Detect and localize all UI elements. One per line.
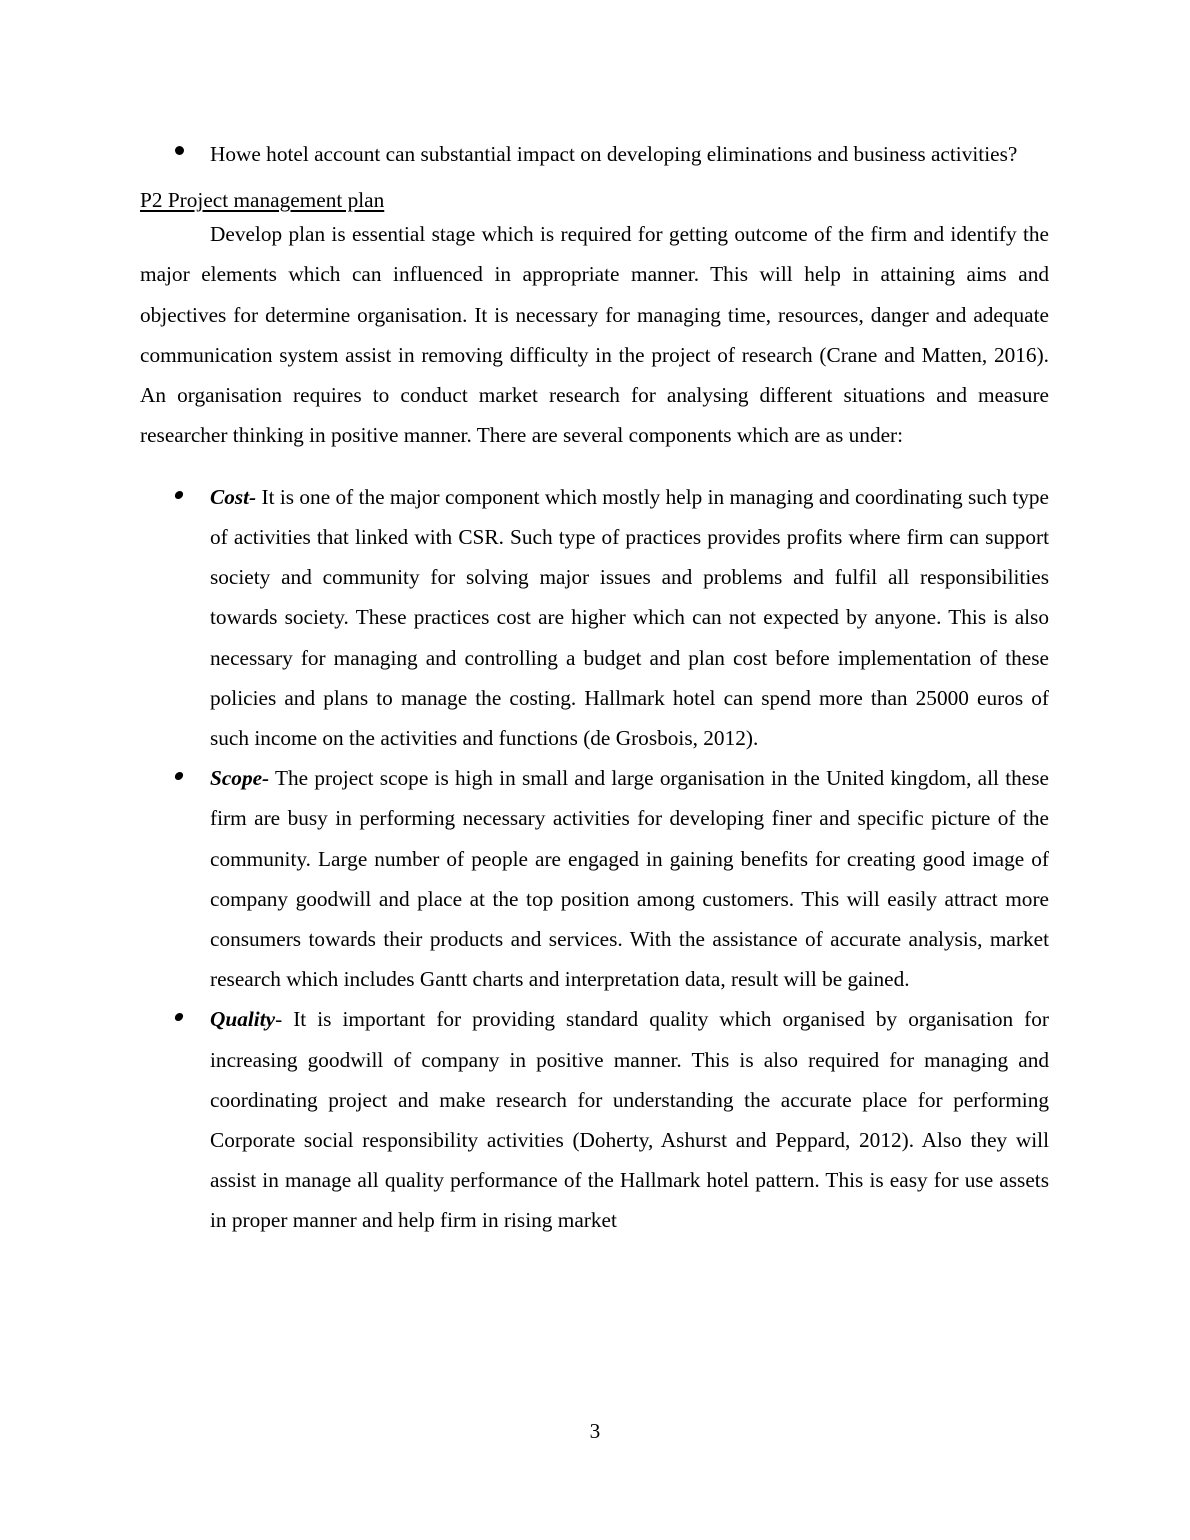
page-content xyxy=(140,134,1049,1241)
component-quality xyxy=(140,999,1049,1240)
bullet-icon xyxy=(174,772,184,780)
component-term: Scope- xyxy=(210,766,270,791)
component-text: - It is important for providing standard quality which organised by organisation for increasing goodwill of company in positive manner. This is also required for managing and coordinating project and make research for understanding the accurate place for performing Corporate social responsibility activities (Doherty, Ashurst and Peppard, 2012). Also they will assist in manage all quality performance of the Hallmark hotel pattern. This is easy for use assets in proper manner and help firm in rising market xyxy=(210,1007,1049,1233)
component-text: It is one of the major component which mostly help in managing and coordinating such type of activities that linked with CSR. Such type of practices provides profits where firm can support society and community for solving major issues and problems and fulfil all responsibilities towards society. These practices cost are higher which can not expected by anyone. This is also necessary for managing and controlling a budget and plan cost before implementation of these policies and plans to manage the costing. Hallmark hotel can spend more than 25000 euros of such income on the activities and functions (de Grosbois, 2012). xyxy=(210,484,1049,750)
bullet-icon xyxy=(175,146,184,155)
intro-bullet-item xyxy=(140,134,1049,174)
component-scope xyxy=(140,758,1049,999)
component-cost xyxy=(140,477,1049,758)
component-term: Quality xyxy=(210,1007,276,1032)
intro-bullet-text: Howe hotel account can substantial impact on developing eliminations and business activities? xyxy=(210,142,1018,166)
component-text: The project scope is high in small and large organisation in the United kingdom, all these firm are busy in performing necessary activities for developing finer and specific picture of the community. Large number of people are engaged in gaining benefits for creating good image of company goodwill and place at the top position among customers. This will easily attract more consumers towards their products and services. With the assistance of accurate analysis, market research which includes Gantt charts and interpretation data, result will be gained. xyxy=(210,766,1049,992)
section-heading: P2 Project management plan xyxy=(140,188,385,213)
component-term: Cost- xyxy=(210,484,257,509)
page-number: 3 xyxy=(589,1419,601,1443)
bullet-icon xyxy=(174,1013,184,1021)
bullet-icon xyxy=(174,491,184,499)
section-paragraph: Develop plan is essential stage which is required for getting outcome of the firm and identify the major elements which can influenced in appropriate manner. This will help in attaining aims and objectives for determine organisation. It is necessary for managing time, resources, danger and adequate communication system assist in removing difficulty in the project of research (Crane and Matten, 2016). An organisation requires to conduct market research for analysing different situations and measure researcher thinking in positive manner. There are several components which are as under: xyxy=(140,222,1049,448)
